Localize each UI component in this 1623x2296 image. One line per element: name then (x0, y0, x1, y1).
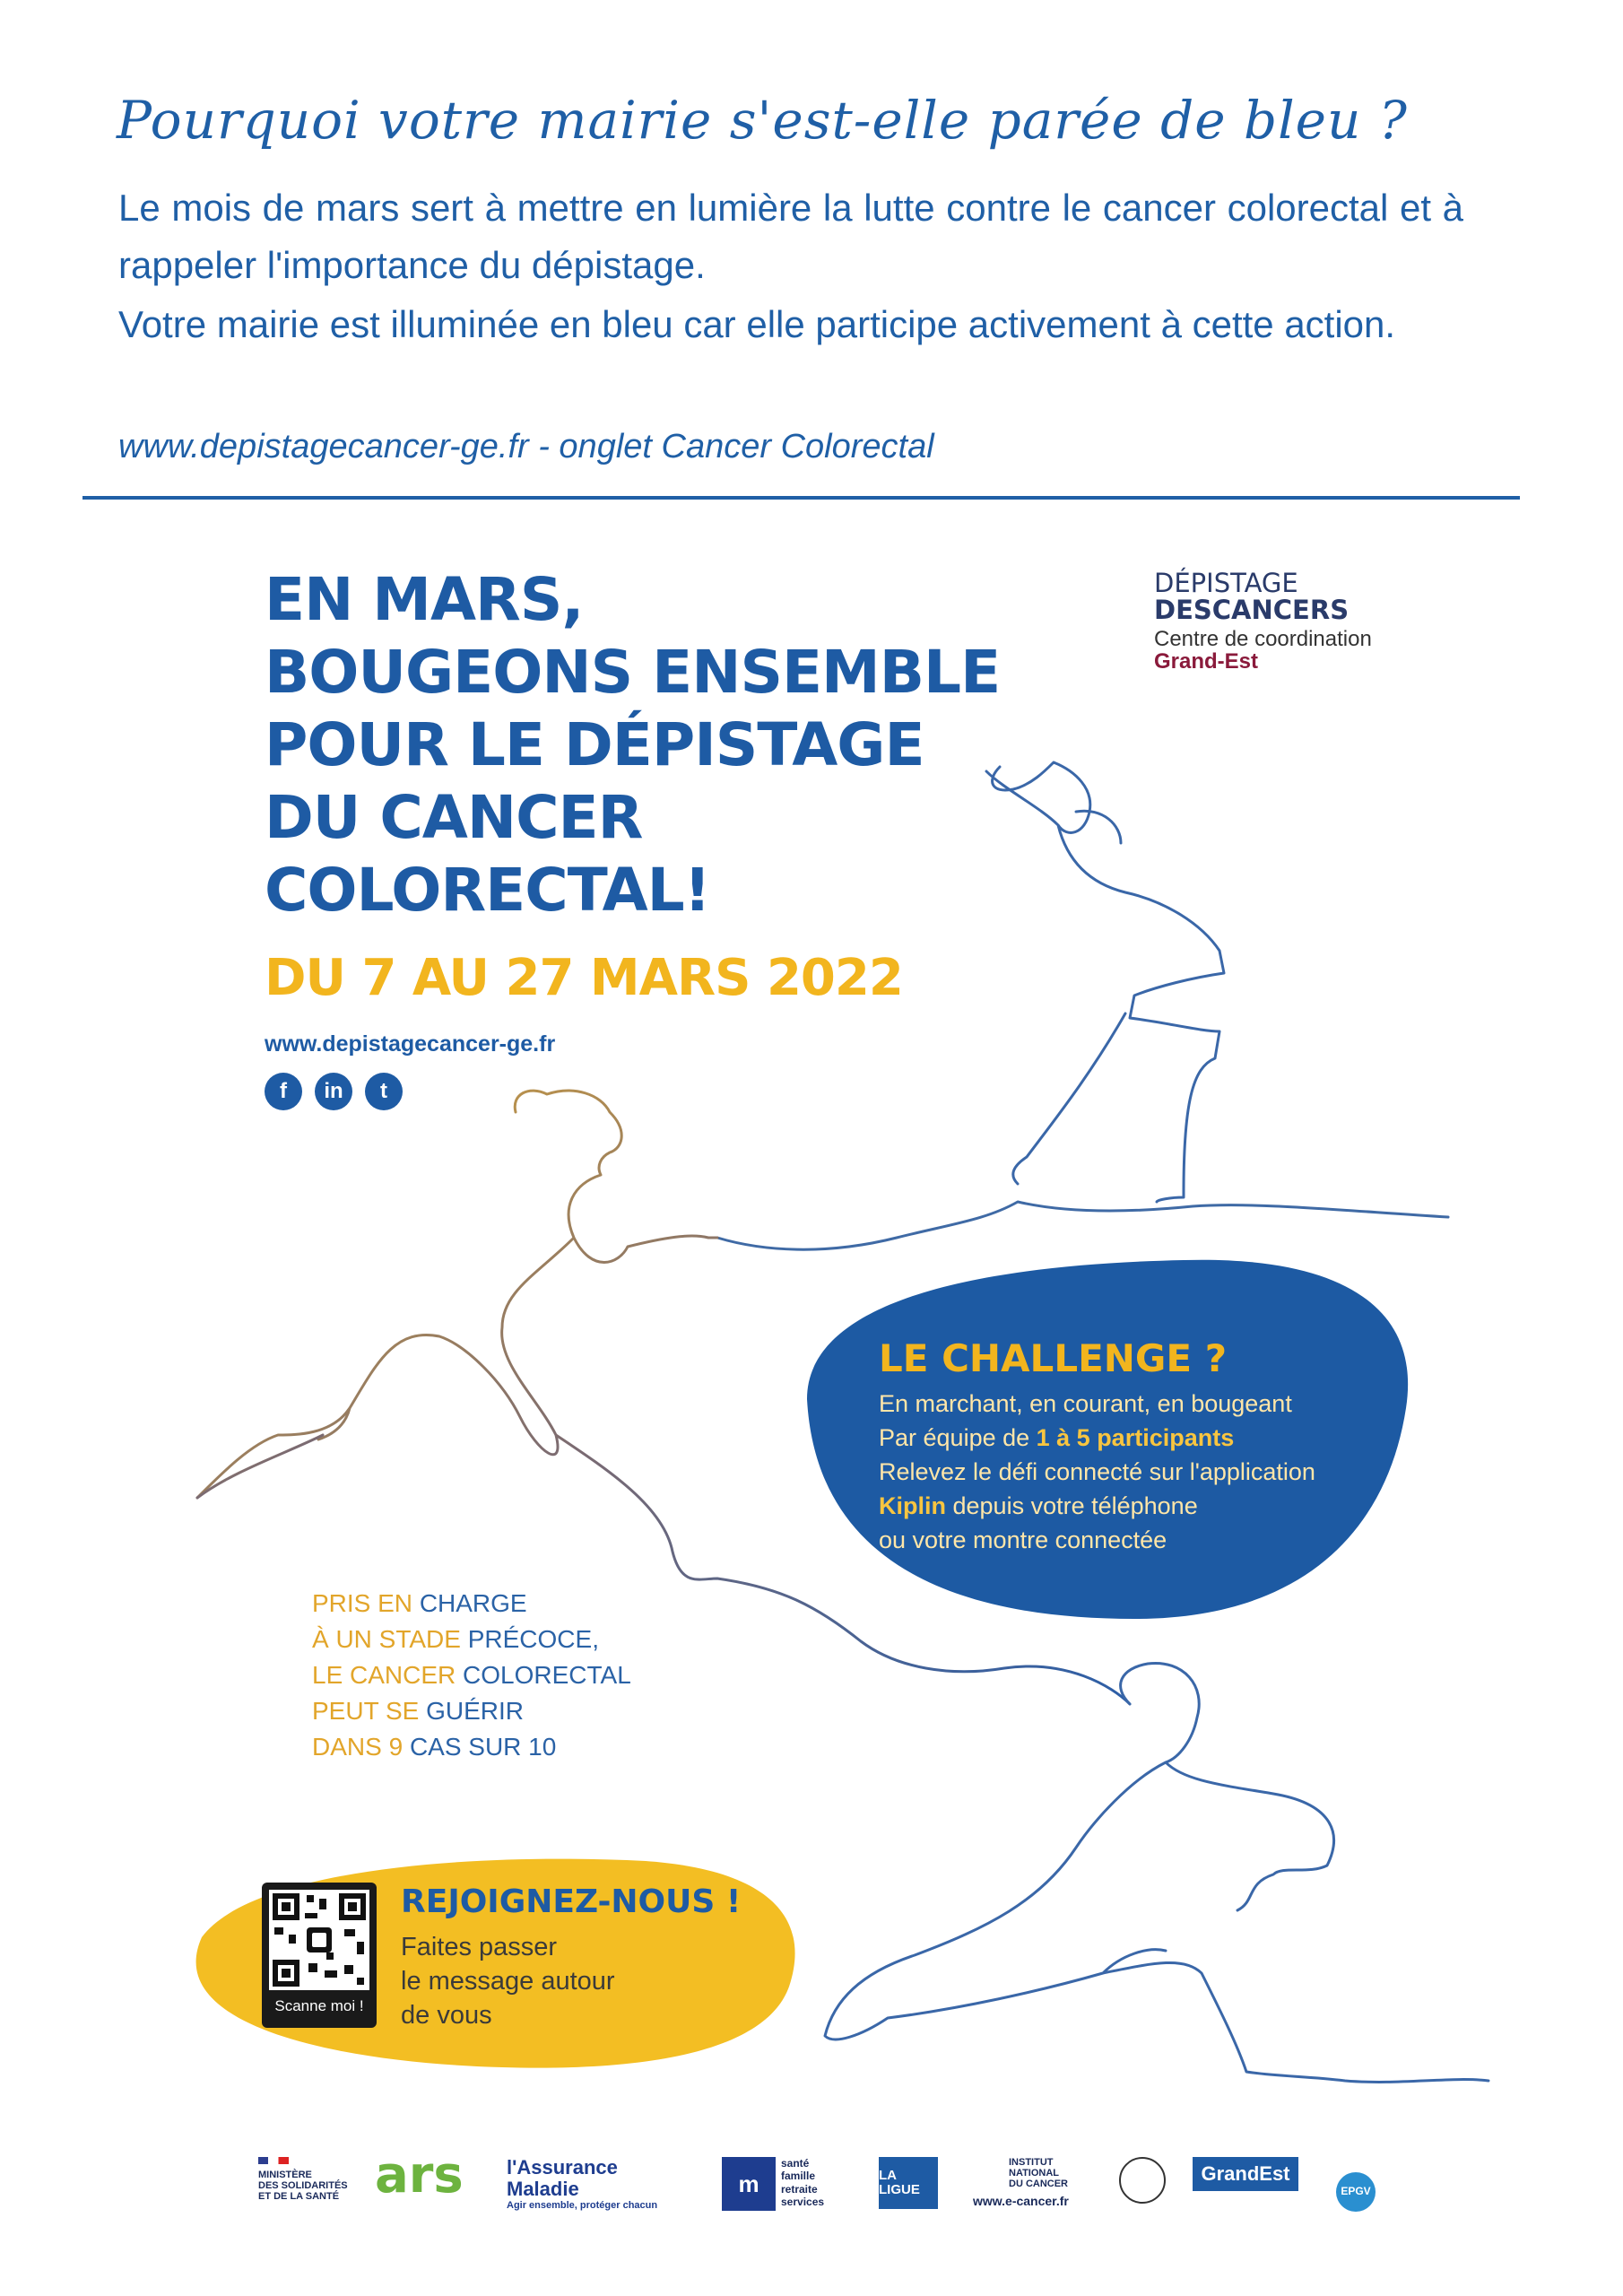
headline-line-2: BOUGEONS ENSEMBLE (265, 638, 1001, 707)
challenge-line-2 (879, 1421, 1381, 1455)
inca-website: www.e-cancer.fr (973, 2194, 1069, 2209)
statement-line-1a: PRIS EN (312, 1589, 420, 1617)
ministere-logo (258, 2157, 348, 2202)
qr-code[interactable] (262, 1883, 377, 2028)
challenge-line-5: ou votre montre connectée (879, 1526, 1167, 1553)
statement-line-3 (312, 1657, 631, 1693)
headline-line-5: COLORECTAL! (265, 856, 710, 925)
join-line-3: de vous (401, 2001, 492, 2030)
msa-text (781, 2157, 824, 2211)
challenge-line-4 (879, 1489, 1381, 1523)
statement-line-4a: PEUT SE (312, 1697, 427, 1725)
headline-line-1: EN MARS, (265, 565, 584, 634)
msa-line-2: famille (781, 2170, 816, 2183)
statement-line-3a: LE CANCER (312, 1661, 464, 1689)
intro-paragraph-2: Votre mairie est illuminée en bleu car elle participe activement à cette action. (118, 303, 1396, 345)
challenge-line-3: Relevez le défi connecté sur l'application (879, 1458, 1315, 1485)
logo-line-4: Grand-Est (1154, 649, 1259, 674)
challenge-line-4-bold: Kiplin (879, 1492, 946, 1519)
challenge-line-4-rest: depuis votre téléphone (946, 1492, 1198, 1519)
assurance-maladie-logo (507, 2157, 657, 2211)
join-line-2: le message autour (401, 1967, 615, 1996)
statement-line-5b: CAS SUR 10 (409, 1733, 557, 1761)
qr-caption: Scanne moi ! (274, 1997, 364, 2014)
msa-line-3: retraite (781, 2182, 818, 2196)
statement-line-4b: GUÉRIR (426, 1697, 524, 1725)
intro-paragraph-1: Le mois de mars sert à mettre en lumière la lutte contre le cancer colorectal et à rappeler l'importance du dépistage. (118, 187, 1463, 286)
statement-line-5 (312, 1729, 631, 1765)
qr-code-graphic (269, 1890, 369, 1990)
logo-line-3: Centre de coordination (1154, 626, 1372, 651)
headline-line-4: DU CANCER (265, 783, 643, 852)
statement-line-1b: CHARGE (419, 1589, 527, 1617)
headline-line-3: POUR LE DÉPISTAGE (265, 710, 924, 779)
statement-line-2a: À UN STADE (312, 1625, 468, 1653)
ministere-line-2: DES SOLIDARITÉS (258, 2180, 348, 2192)
la-ligue-logo: LA LIGUE (879, 2157, 938, 2209)
statement-line-3b: COLORECTAL (463, 1661, 631, 1689)
challenge-line-1: En marchant, en courant, en bougeant (879, 1390, 1292, 1417)
challenge-line-2-bold: 1 à 5 participants (1036, 1424, 1235, 1451)
challenge-line-2-prefix: Par équipe de (879, 1424, 1037, 1451)
statement-line-5a: DANS 9 (312, 1733, 410, 1761)
join-text (401, 1930, 615, 2032)
statement-line-2 (312, 1622, 631, 1657)
stretching-figure (825, 1663, 1488, 2082)
challenge-title: LE CHALLENGE ? (879, 1336, 1228, 1380)
intro-link[interactable]: www.depistagecancer-ge.fr - onglet Cancer Colorectal (118, 428, 934, 465)
msa-line-4: services (781, 2196, 825, 2209)
epgv-logo: EPGV (1336, 2172, 1376, 2212)
grand-est-logo: GrandEst (1193, 2157, 1298, 2191)
statement-text (312, 1586, 631, 1765)
statement-line-2b: PRÉCOCE, (467, 1625, 599, 1653)
facebook-icon[interactable]: f (265, 1073, 302, 1110)
inca-line-1: INSTITUT (1009, 2157, 1054, 2168)
linkedin-icon[interactable]: in (315, 1073, 352, 1110)
inca-line-3: DU CANCER (1009, 2179, 1068, 2190)
intro-title: Pourquoi votre mairie s'est-elle parée de bleu ? (117, 90, 1408, 151)
join-line-1: Faites passer (401, 1933, 558, 1961)
flag-icon (258, 2157, 289, 2164)
join-title: REJOIGNEZ-NOUS ! (401, 1883, 742, 1920)
msa-mark: m (722, 2157, 776, 2211)
ars-logo: ars (375, 2146, 464, 2205)
ministere-line-3: ET DE LA SANTÉ (258, 2191, 340, 2203)
assurance-line-1: l'Assurance (507, 2156, 618, 2179)
statement-line-4 (312, 1693, 631, 1729)
msa-line-1: santé (781, 2157, 810, 2170)
twitter-icon[interactable]: t (365, 1073, 403, 1110)
challenge-text (879, 1387, 1381, 1557)
msa-logo (722, 2157, 824, 2211)
assurance-line-3: Agir ensemble, protéger chacun (507, 2200, 658, 2212)
logo-line-2: DESCANCERS (1154, 595, 1350, 626)
event-dates: DU 7 AU 27 MARS 2022 (265, 949, 903, 1007)
logo-line-1: DÉPISTAGE (1154, 568, 1298, 598)
sport-federation-icon (1119, 2157, 1166, 2204)
inca-logo (973, 2157, 1069, 2209)
statement-line-1 (312, 1586, 631, 1622)
website-link[interactable]: www.depistagecancer-ge.fr (265, 1031, 556, 1057)
ministere-line-1: MINISTÈRE (258, 2170, 312, 2180)
depistage-logo (1154, 570, 1372, 673)
inca-line-2: NATIONAL (1009, 2168, 1060, 2179)
assurance-line-2: Maladie (507, 2178, 579, 2201)
headline (265, 563, 1072, 926)
connecting-line-top (717, 1202, 1448, 1249)
qr-code-pattern (269, 1890, 369, 1990)
